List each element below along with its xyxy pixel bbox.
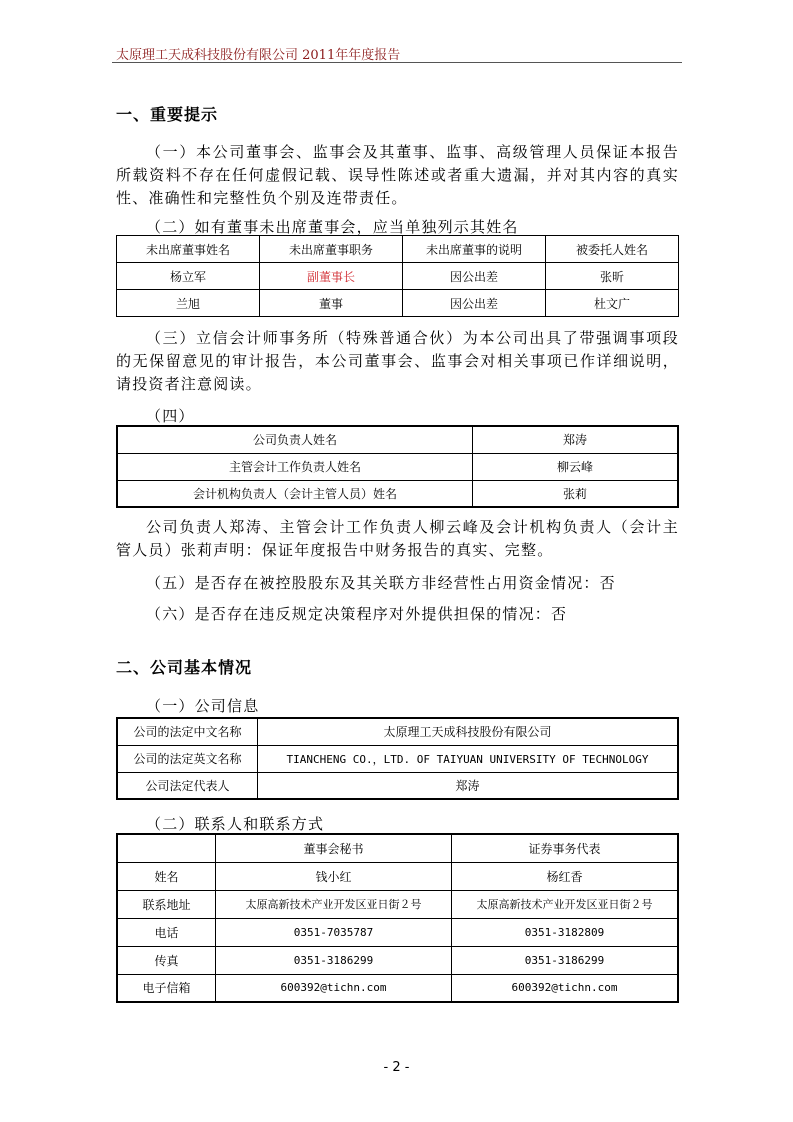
table-cell-highlighted: 副董事长 <box>260 263 403 290</box>
table-cell: 公司负责人姓名 <box>117 426 473 453</box>
report-header-title: 太原理工天成科技股份有限公司 2011年年度报告 <box>116 48 401 63</box>
table-cell: 主管会计工作负责人姓名 <box>117 453 473 480</box>
table-row <box>117 290 679 317</box>
table-cell: 公司的法定中文名称 <box>117 718 258 745</box>
absent-directors-table <box>116 235 679 317</box>
table-cell: 传真 <box>117 946 216 974</box>
company-info-subtitle: （一）公司信息 <box>146 697 260 715</box>
table-row <box>117 862 678 890</box>
table-cell: 太原高新技术产业开发区亚日街２号 <box>216 890 452 918</box>
table-row <box>117 263 679 290</box>
table-cell: 公司法定代表人 <box>117 772 258 799</box>
table-header-cell: 未出席董事姓名 <box>117 236 260 263</box>
table-cell: 会计机构负责人（会计主管人员）姓名 <box>117 480 473 507</box>
section-2-title: 二、公司基本情况 <box>116 658 253 677</box>
table-cell: 电子信箱 <box>117 974 216 1002</box>
table-row <box>117 745 678 772</box>
table-row <box>117 453 678 480</box>
table-cell: 因公出差 <box>403 290 546 317</box>
notice-paragraph-3: （三）立信会计师事务所（特殊普通合伙）为本公司出具了带强调事项段的无保留意见的审计报告，本公司董事会、监事会对相关事项已作详细说明，请投资者注意阅读。 <box>116 329 679 393</box>
table-header-cell: 董事会秘书 <box>216 834 452 862</box>
table-row <box>117 946 678 974</box>
notice-paragraph-6: （五）是否存在被控股股东及其关联方非经营性占用资金情况：否 <box>146 574 616 592</box>
notice-paragraph-7: （六）是否存在违反规定决策程序对外提供担保的情况：否 <box>146 605 568 623</box>
section-1-title: 一、重要提示 <box>116 105 219 124</box>
notice-paragraph-4: （四） <box>146 407 195 425</box>
table-header-row <box>117 236 679 263</box>
table-row <box>117 918 678 946</box>
table-header-cell: 未出席董事的说明 <box>403 236 546 263</box>
table-cell: 联系地址 <box>117 890 216 918</box>
table-header-cell: 被委托人姓名 <box>546 236 679 263</box>
notice-paragraph-2: （二）如有董事未出席董事会，应当单独列示其姓名 <box>146 218 519 236</box>
table-cell: 0351-3186299 <box>452 946 679 974</box>
table-cell: 钱小红 <box>216 862 452 890</box>
table-cell: 太原高新技术产业开发区亚日街２号 <box>452 890 679 918</box>
contact-table <box>116 833 679 1003</box>
notice-paragraph-1: （一）本公司董事会、监事会及其董事、监事、高级管理人员保证本报告所载资料不存在任何虚假记载、误导性陈述或者重大遗漏，并对其内容的真实性、准确性和完整性负个别及连带责任。 <box>116 143 679 207</box>
table-header-cell: 未出席董事职务 <box>260 236 403 263</box>
table-cell: 因公出差 <box>403 263 546 290</box>
table-row <box>117 974 678 1002</box>
table-cell: 电话 <box>117 918 216 946</box>
table-cell: 600392@tichn.com <box>452 974 679 1002</box>
header-divider <box>112 62 682 63</box>
table-header-row <box>117 834 678 862</box>
table-cell: 姓名 <box>117 862 216 890</box>
table-header-cell: 证券事务代表 <box>452 834 679 862</box>
table-cell: TIANCHENG CO.，LTD. OF TAIYUAN UNIVERSITY OF TECHNOLOGY <box>258 745 679 772</box>
table-cell: 张昕 <box>546 263 679 290</box>
table-cell: 张莉 <box>473 480 679 507</box>
table-cell: 公司的法定英文名称 <box>117 745 258 772</box>
contact-subtitle: （二）联系人和联系方式 <box>146 815 325 833</box>
table-cell: 杜文广 <box>546 290 679 317</box>
table-cell: 600392@tichn.com <box>216 974 452 1002</box>
page-number: - 2 - <box>383 1060 410 1075</box>
table-cell: 杨红香 <box>452 862 679 890</box>
table-row <box>117 890 678 918</box>
table-cell: 柳云峰 <box>473 453 679 480</box>
table-row <box>117 718 678 745</box>
table-row <box>117 772 678 799</box>
table-cell: 0351-3186299 <box>216 946 452 974</box>
table-row <box>117 426 678 453</box>
notice-paragraph-5: 公司负责人郑涛、主管会计工作负责人柳云峰及会计机构负责人（会计主管人员）张莉声明：保证年度报告中财务报告的真实、完整。 <box>116 518 679 559</box>
table-cell: 郑涛 <box>473 426 679 453</box>
table-cell: 杨立军 <box>117 263 260 290</box>
table-cell: 0351-7035787 <box>216 918 452 946</box>
table-cell: 太原理工天成科技股份有限公司 <box>258 718 679 745</box>
table-header-cell <box>117 834 216 862</box>
responsible-persons-table <box>116 425 679 508</box>
table-cell: 0351-3182809 <box>452 918 679 946</box>
company-info-table <box>116 717 679 800</box>
table-cell: 郑涛 <box>258 772 679 799</box>
table-row <box>117 480 678 507</box>
table-cell: 董事 <box>260 290 403 317</box>
table-cell: 兰旭 <box>117 290 260 317</box>
